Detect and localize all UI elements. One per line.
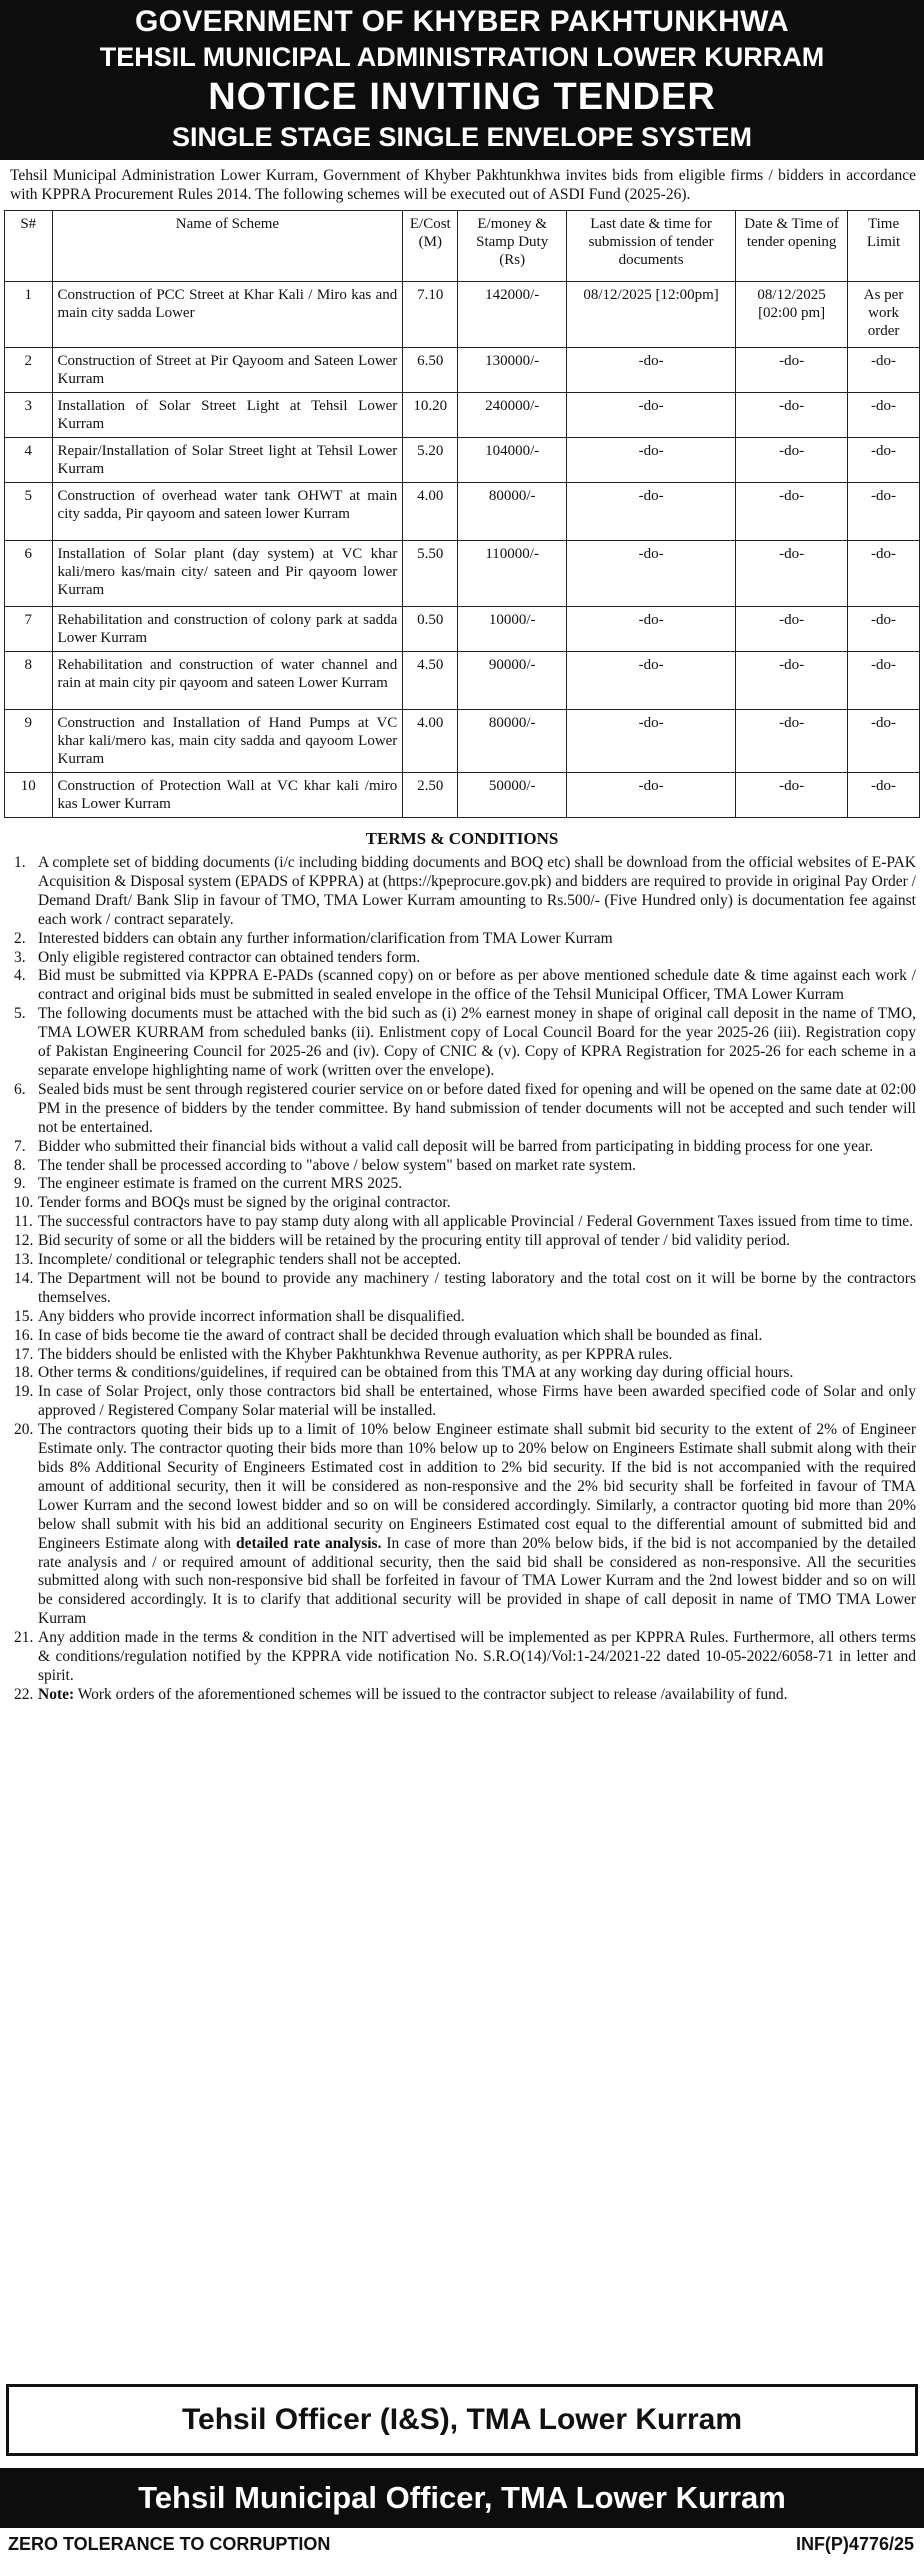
cell-cost: 4.50	[403, 652, 458, 710]
cell-cost: 4.00	[403, 483, 458, 541]
term-number: 11.	[14, 1213, 33, 1231]
cell-last-date: -do-	[567, 773, 736, 818]
term-text-part: Any bidders who provide incorrect information shall be disqualified.	[38, 1307, 465, 1325]
term-item	[0, 1270, 916, 1308]
term-number: 21.	[14, 1629, 34, 1647]
term-text	[38, 1005, 916, 1081]
term-number: 8.	[14, 1156, 26, 1174]
table-row	[5, 652, 920, 710]
cell-emoney: 240000/-	[458, 393, 567, 438]
term-number: 3.	[14, 948, 26, 966]
cell-time-limit: -do-	[848, 607, 920, 652]
footer	[0, 2528, 924, 2560]
cell-opening: -do-	[736, 348, 848, 393]
term-text-part: A complete set of bidding documents (i/c including bidding documents and BOQ etc) shall be download from the official websites of E-PAK Acquisition & Disposal system (EPADS of KPPRA) at (https://kpeprocure.gov.pk) and bidders are required to provide in original Pay Order / Demand Draft/ Bank Slip in favour of TMO, TMA Lower Kurram amounting to Rs.500/- (Five Hundred only) is documentation fee against each work / contract separately.	[38, 854, 916, 928]
term-item	[0, 1081, 916, 1138]
term-text	[38, 1251, 916, 1270]
term-number: 17.	[14, 1345, 34, 1363]
cell-emoney: 90000/-	[458, 652, 567, 710]
terms-list	[0, 854, 924, 1705]
cell-emoney: 130000/-	[458, 348, 567, 393]
cell-time-limit: -do-	[848, 710, 920, 773]
cell-cost: 2.50	[403, 773, 458, 818]
cell-emoney: 142000/-	[458, 282, 567, 348]
term-text	[38, 1232, 916, 1251]
tma-title: TEHSIL MUNICIPAL ADMINISTRATION LOWER KURRAM	[99, 42, 825, 72]
table-row	[5, 773, 920, 818]
term-text-part: Tender forms and BOQs must be signed by the original contractor.	[38, 1194, 451, 1212]
term-item	[0, 949, 916, 968]
table-row	[5, 438, 920, 483]
term-text	[38, 949, 916, 968]
terms-title: TERMS & CONDITIONS	[365, 829, 559, 848]
cell-last-date: -do-	[567, 607, 736, 652]
term-number: 19.	[14, 1383, 34, 1401]
cell-scheme-name: Construction and Installation of Hand Pumps at VC khar kali/mero kas, main city sadda and qayoom Lower Kurram	[52, 710, 403, 773]
table-row	[5, 710, 920, 773]
term-number: 7.	[14, 1137, 26, 1155]
cell-cost: 7.10	[403, 282, 458, 348]
cell-sno: 7	[5, 607, 53, 652]
term-text	[38, 1081, 916, 1138]
term-text-part: The contractors quoting their bids up to a limit of 10% below Engineer estimate shall submit bid security to the extent of 2% of Engineer Estimate only. The contractor quoting their bids more than 10% below up to 20% below on Engineers Estimate shall submit along with their bids 8% Additional Security of Engineers Estimated cost in addition to 2% bid security. If the bid is not accompanied with the required amount of additional security, then it will be considered as non-responsive and the 2% bid security shall be forfeited in favour of TMA Lower Kurram and the second lowest bidder and so on will be considered accordingly. Similarly, a contractor quoting bid more than 20% below shall submit with his bid an additional security on Engineers Estimated cost equal to the differential amount of submitted bid and Engineers Estimate along with	[38, 1421, 916, 1552]
term-text	[38, 1175, 916, 1194]
cell-emoney: 80000/-	[458, 483, 567, 541]
cell-opening: -do-	[736, 393, 848, 438]
cell-emoney: 110000/-	[458, 541, 567, 607]
cell-cost: 10.20	[403, 393, 458, 438]
cell-last-date: -do-	[567, 438, 736, 483]
table-row	[5, 607, 920, 652]
term-number: 14.	[14, 1269, 34, 1287]
term-text-part: The tender shall be processed according to "above / below system" based on market rate system.	[38, 1156, 637, 1174]
term-text-part: In case of more than 20% below bids, if the bid is not accompanied by the detailed rate analysis and / or required amount of additional security, then the said bid shall be considered as non-responsive. All the securities submitted along with such non-responsive bid shall be forfeited in favour of TMA Lower Kurram and the 2nd lowest bidder and so on will be considered accordingly. It is to clarify that additional security will be provided in shape of call deposit in name of TMO TMA Lower Kurram	[38, 1534, 916, 1628]
signature-officer-is: Tehsil Officer (I&S), TMA Lower Kurram	[6, 2384, 918, 2456]
term-number: 6.	[14, 1080, 26, 1098]
cell-sno: 6	[5, 541, 53, 607]
cell-time-limit: As per work order	[848, 282, 920, 348]
term-number: 20.	[14, 1421, 34, 1439]
term-item	[0, 1157, 916, 1176]
cell-scheme-name: Construction of Street at Pir Qayoom and Sateen Lower Kurram	[52, 348, 403, 393]
cell-opening: -do-	[736, 541, 848, 607]
table-row	[5, 282, 920, 348]
term-item	[0, 1364, 916, 1383]
term-text	[38, 1327, 916, 1346]
cell-scheme-name: Rehabilitation and construction of colony park at sadda Lower Kurram	[52, 607, 403, 652]
term-number: 15.	[14, 1307, 34, 1325]
term-text	[38, 930, 916, 949]
cell-cost: 5.50	[403, 541, 458, 607]
term-text	[38, 1686, 916, 1705]
notice-title: NOTICE INVITING TENDER	[208, 76, 716, 118]
cell-opening: -do-	[736, 483, 848, 541]
cell-time-limit: -do-	[848, 541, 920, 607]
cell-emoney: 80000/-	[458, 710, 567, 773]
term-text	[38, 1629, 916, 1686]
term-item	[0, 1629, 916, 1686]
term-item	[0, 1421, 916, 1629]
cell-scheme-name: Rehabilitation and construction of water channel and rain at main city pir qayoom and sateen Lower Kurram	[52, 652, 403, 710]
schemes-table	[4, 210, 920, 818]
govt-title: GOVERNMENT OF KHYBER PAKHTUNKHWA	[134, 5, 790, 38]
cell-sno: 4	[5, 438, 53, 483]
header-banner	[0, 0, 924, 160]
term-number: 1.	[14, 854, 26, 871]
term-number: 13.	[14, 1251, 34, 1269]
term-text	[38, 1383, 916, 1421]
term-item	[0, 967, 916, 1005]
term-text-part: Other terms & conditions/guidelines, if required can be obtained from this TMA at any working day during official hours.	[38, 1364, 794, 1382]
cell-cost: 6.50	[403, 348, 458, 393]
cell-cost: 0.50	[403, 607, 458, 652]
term-text-part: The Department will not be bound to provide any machinery / testing laboratory and the total cost on it will be borne by the contractors themselves.	[38, 1269, 916, 1306]
term-text	[38, 1213, 916, 1232]
cell-opening: -do-	[736, 607, 848, 652]
term-text-part: Bid security of some or all the bidders will be retained by the procuring entity till approval of tender / bid validity period.	[38, 1232, 790, 1250]
cell-last-date: -do-	[567, 652, 736, 710]
term-emphasis: detailed rate analysis.	[235, 1534, 382, 1552]
term-text-part: In case of Solar Project, only those contractors bid shall be entertained, whose Firms have been awarded specified code of Solar and only approved / Registered Company Solar material will be installed.	[38, 1383, 916, 1420]
term-text-part: Bidder who submitted their financial bids without a valid call deposit will be barred from participating in bidding process for one year.	[38, 1137, 874, 1155]
cell-time-limit: -do-	[848, 652, 920, 710]
cell-last-date: -do-	[567, 710, 736, 773]
col-header: Time Limit	[848, 211, 920, 282]
term-number: 18.	[14, 1364, 34, 1382]
cell-time-limit: -do-	[848, 348, 920, 393]
cell-last-date: 08/12/2025 [12:00pm]	[567, 282, 736, 348]
cell-scheme-name: Installation of Solar Street Light at Tehsil Lower Kurram	[52, 393, 403, 438]
term-number: 5.	[14, 1005, 26, 1023]
cell-opening: -do-	[736, 773, 848, 818]
term-number: 12.	[14, 1232, 34, 1250]
table-row	[5, 393, 920, 438]
term-number: 2.	[14, 929, 26, 947]
cell-sno: 9	[5, 710, 53, 773]
col-header: Date & Time of tender opening	[736, 211, 848, 282]
cell-opening: 08/12/2025 [02:00 pm]	[736, 282, 848, 348]
term-text-part: Sealed bids must be sent through registered courier service on or before dated fixed for opening and will be opened on the same date at 02:00 PM in the presence of bidders by the tender committee. By hand submission of tender documents will not be accepted and such tender will not be entertained.	[38, 1080, 916, 1136]
col-header: Last date & time for submission of tender documents	[567, 211, 736, 282]
cell-emoney: 50000/-	[458, 773, 567, 818]
table-header-row	[5, 211, 920, 282]
table-row	[5, 483, 920, 541]
cell-emoney: 104000/-	[458, 438, 567, 483]
system-title: SINGLE STAGE SINGLE ENVELOPE SYSTEM	[171, 122, 753, 152]
term-text-part: Only eligible registered contractor can obtained tenders form.	[38, 948, 421, 966]
term-text-part: Any addition made in the terms & condition in the NIT advertised will be implemented as per KPPRA Rules. Furthermore, all others terms & conditions/regulation notified by the KPPRA vide notification No. S.R.O(14)/Vol:1-24/2021-22 dated 10-05-2022/6058-71 in letter and spirit.	[38, 1629, 916, 1684]
term-item	[0, 1194, 916, 1213]
col-header: S#	[5, 211, 53, 282]
term-text	[38, 1157, 916, 1176]
term-emphasis: Note:	[38, 1685, 75, 1703]
term-item	[0, 1686, 916, 1705]
table-row	[5, 348, 920, 393]
term-item	[0, 1383, 916, 1421]
cell-scheme-name: Installation of Solar plant (day system) at VC khar kali/mero kas/main city/ sateen and Pir qayoom lower Kurram	[52, 541, 403, 607]
term-item	[0, 1213, 916, 1232]
col-header: E/money & Stamp Duty (Rs)	[458, 211, 567, 282]
cell-last-date: -do-	[567, 393, 736, 438]
col-header: Name of Scheme	[52, 211, 403, 282]
cell-cost: 4.00	[403, 710, 458, 773]
term-number: 4.	[14, 967, 26, 985]
cell-scheme-name: Repair/Installation of Solar Street light at Tehsil Lower Kurram	[52, 438, 403, 483]
table-body	[5, 282, 920, 818]
term-text-part: In case of bids become tie the award of contract shall be decided through evaluation which shall be bounded as final.	[38, 1326, 763, 1344]
cell-opening: -do-	[736, 438, 848, 483]
cell-cost: 5.20	[403, 438, 458, 483]
cell-last-date: -do-	[567, 348, 736, 393]
col-header: E/Cost (M)	[403, 211, 458, 282]
term-item	[0, 930, 916, 949]
cell-sno: 10	[5, 773, 53, 818]
footer-slogan: ZERO TOLERANCE TO CORRUPTION	[8, 2534, 331, 2554]
term-item	[0, 854, 916, 930]
term-text	[38, 1138, 916, 1157]
cell-time-limit: -do-	[848, 483, 920, 541]
cell-time-limit: -do-	[848, 773, 920, 818]
term-item	[0, 1005, 916, 1081]
cell-opening: -do-	[736, 652, 848, 710]
term-text-part: The bidders should be enlisted with the Khyber Pakhtunkhwa Revenue authority, as per KPPRA rules.	[38, 1345, 673, 1363]
cell-emoney: 10000/-	[458, 607, 567, 652]
term-text	[38, 1194, 916, 1213]
cell-scheme-name: Construction of PCC Street at Khar Kali / Miro kas and main city sadda Lower	[52, 282, 403, 348]
term-item	[0, 1175, 916, 1194]
term-text-part: Bid must be submitted via KPPRA E-PADs (scanned copy) on or before as per above mentioned schedule date & time against each work / contract and original bids must be submitted in sealed envelope in the office of the Tehsil Municipal Officer, TMA Lower Kurram	[38, 967, 916, 1004]
term-item	[0, 1138, 916, 1157]
cell-sno: 5	[5, 483, 53, 541]
term-number: 22.	[14, 1685, 34, 1703]
term-text-part: Interested bidders can obtain any further information/clarification from TMA Lower Kurram	[38, 929, 613, 947]
table-row	[5, 541, 920, 607]
cell-scheme-name: Construction of Protection Wall at VC khar kali /miro kas Lower Kurram	[52, 773, 403, 818]
term-text-part: Incomplete/ conditional or telegraphic tenders shall not be accepted.	[38, 1251, 462, 1269]
signature-tmo: Tehsil Municipal Officer, TMA Lower Kurram	[0, 2468, 924, 2528]
term-text-part: Work orders of the aforementioned schemes will be issued to the contractor subject to release /availability of fund.	[74, 1685, 788, 1703]
term-text-part: The successful contractors have to pay stamp duty along with all applicable Provincial / Federal Government Taxes issued from time to time.	[38, 1213, 914, 1231]
cell-sno: 8	[5, 652, 53, 710]
term-text	[38, 1421, 916, 1629]
term-number: 9.	[14, 1175, 26, 1193]
term-text-part: The following documents must be attached with the bid such as (i) 2% earnest money in shape of original call deposit in the name of TMO, TMA LOWER KURRAM from scheduled banks (ii). Enlistment copy of Local Council Board for the year 2025-26 (iii). Registration copy of Pakistan Engineering Council for 2025-26 and (iv). Copy of CNIC & (v). Copy of KPRA Registration for 2025-26 for each scheme in a separate envelope highlighting name of work (written over the envelope).	[38, 1005, 916, 1079]
term-text	[38, 1346, 916, 1365]
cell-last-date: -do-	[567, 541, 736, 607]
term-item	[0, 1327, 916, 1346]
intro-paragraph: Tehsil Municipal Administration Lower Kurram, Government of Khyber Pakhtunkhwa invites bids from eligible firms / bidders in accordance with KPPRA Procurement Rules 2014. The following schemes will be executed out of ASDI Fund (2025-26).	[10, 167, 916, 203]
footer-ref: INF(P)4776/25	[795, 2534, 914, 2554]
cell-sno: 2	[5, 348, 53, 393]
term-text	[38, 967, 916, 1005]
term-item	[0, 1232, 916, 1251]
term-text	[38, 854, 916, 930]
term-item	[0, 1251, 916, 1270]
term-number: 16.	[14, 1326, 34, 1344]
cell-last-date: -do-	[567, 483, 736, 541]
term-item	[0, 1346, 916, 1365]
term-number: 10.	[14, 1194, 34, 1212]
term-text	[38, 1270, 916, 1308]
term-text-part: The engineer estimate is framed on the current MRS 2025.	[38, 1175, 403, 1193]
cell-scheme-name: Construction of overhead water tank OHWT at main city sadda, Pir qayoom and sateen lower Kurram	[52, 483, 403, 541]
cell-time-limit: -do-	[848, 438, 920, 483]
term-text	[38, 1364, 916, 1383]
cell-opening: -do-	[736, 710, 848, 773]
cell-sno: 1	[5, 282, 53, 348]
cell-sno: 3	[5, 393, 53, 438]
term-text	[38, 1308, 916, 1327]
cell-time-limit: -do-	[848, 393, 920, 438]
term-item	[0, 1308, 916, 1327]
